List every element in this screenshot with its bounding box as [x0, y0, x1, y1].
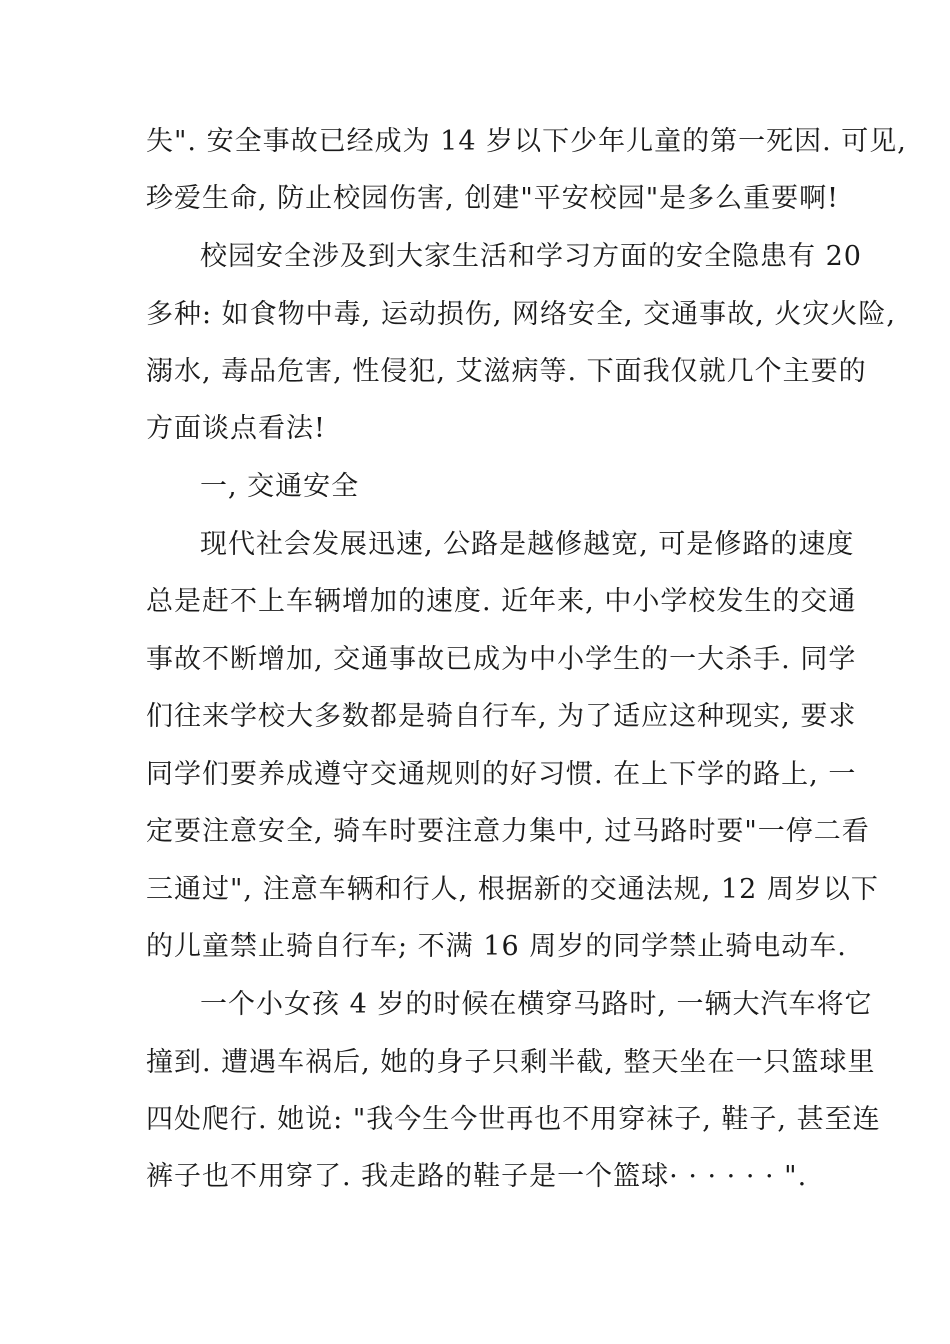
- text-line: 珍爱生命, 防止校园伤害, 创建"平安校园"是多么重要啊!: [146, 183, 840, 214]
- text-line: 的儿童禁止骑自行车; 不满 16 周岁的同学禁止骑电动车.: [146, 931, 847, 962]
- paragraph-start-line: 校园安全涉及到大家生活和学习方面的安全隐患有 20: [200, 241, 862, 272]
- text-line: 们往来学校大多数都是骑自行车, 为了适应这种现实, 要求: [146, 701, 857, 732]
- paragraph-start-line: 现代社会发展迅速, 公路是越修越宽, 可是修路的速度: [200, 529, 855, 560]
- text-line: 事故不断增加, 交通事故已成为中小学生的一大杀手. 同学: [146, 644, 857, 675]
- text-line: 同学们要养成遵守交通规则的好习惯. 在上下学的路上, 一: [146, 759, 857, 790]
- text-line: 方面谈点看法!: [146, 413, 326, 444]
- text-line: 三通过", 注意车辆和行人, 根据新的交通法规, 12 周岁以下: [146, 874, 879, 905]
- text-line: 定要注意安全, 骑车时要注意力集中, 过马路时要"一停二看: [146, 816, 870, 847]
- text-line: 撞到. 遭遇车祸后, 她的身子只剩半截, 整天坐在一只篮球里: [146, 1047, 876, 1078]
- text-line: 溺水, 毒品危害, 性侵犯, 艾滋病等. 下面我仅就几个主要的: [146, 356, 867, 387]
- paragraph-start-line: 一个小女孩 4 岁的时候在横穿马路时, 一辆大汽车将它: [200, 989, 873, 1020]
- text-line: 失". 安全事故已经成为 14 岁以下少年儿童的第一死因. 可见,: [146, 126, 907, 157]
- text-line: 裤子也不用穿了. 我走路的鞋子是一个篮球· · · · · · ".: [146, 1161, 808, 1192]
- text-line: 多种: 如食物中毒, 运动损伤, 网络安全, 交通事故, 火灾火险,: [146, 299, 896, 330]
- text-line: 四处爬行. 她说: "我今生今世再也不用穿袜子, 鞋子, 甚至连: [146, 1104, 881, 1135]
- section-heading: 一, 交通安全: [200, 471, 360, 502]
- text-line: 总是赶不上车辆增加的速度. 近年来, 中小学校发生的交通: [146, 586, 857, 617]
